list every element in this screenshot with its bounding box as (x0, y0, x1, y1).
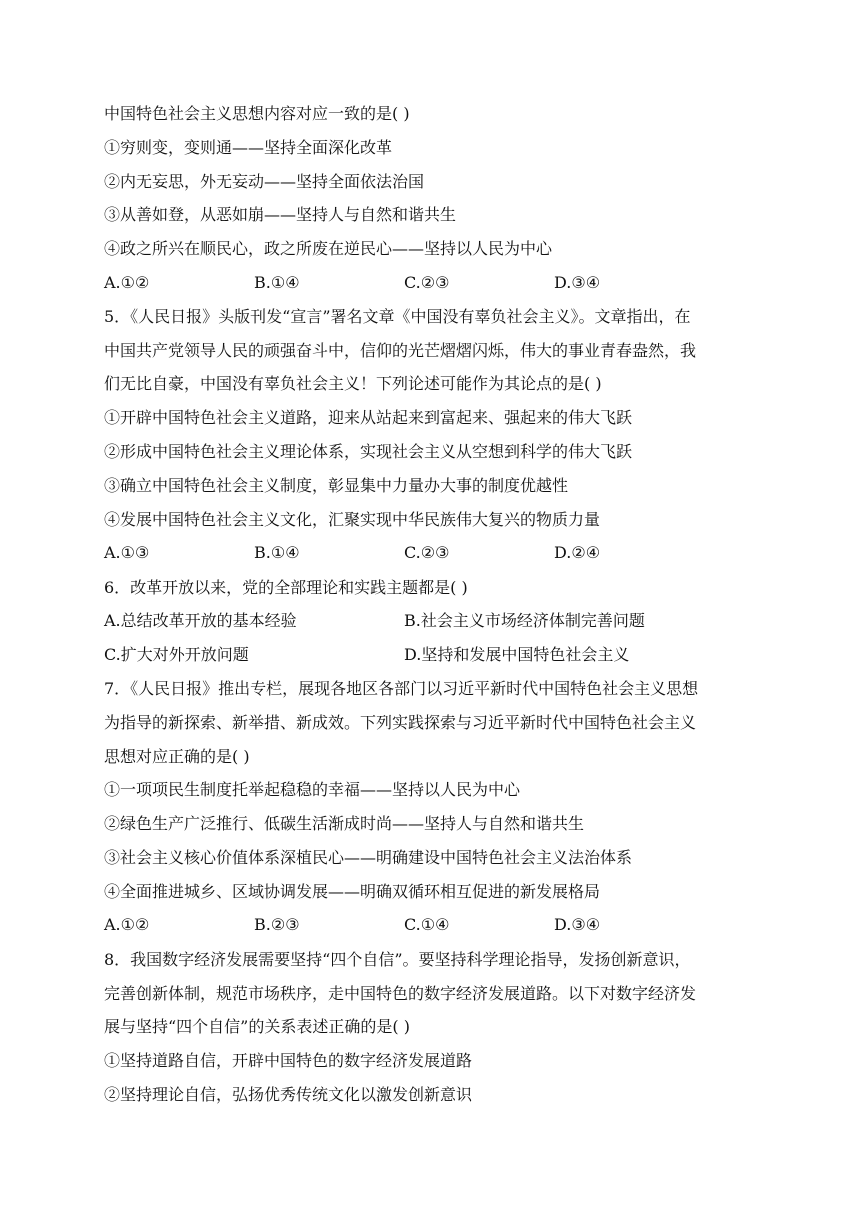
q6-option-a: A.总结改革开放的基本经验 (104, 611, 297, 630)
q7-option-b: B.②③ (254, 915, 300, 934)
q6-option-d: D.坚持和发展中国特色社会主义 (404, 645, 630, 664)
q8-stem-line-3: 展与坚持“四个自信”的关系表述正确的是( ) (104, 1017, 410, 1036)
q7-stem-line-1: 7．《人民日报》推出专栏，展现各地区各部门以习近平新时代中国特色社会主义思想 (104, 679, 699, 698)
q4-stem-tail: 中国特色社会主义思想内容对应一致的是( ) (104, 104, 410, 123)
q5-item-1: ①开辟中国特色社会主义道路，迎来从站起来到富起来、强起来的伟大飞跃 (104, 408, 633, 427)
q5-option-a: A.①③ (104, 543, 150, 562)
q7-item-2: ②绿色生产广泛推行、低碳生活渐成时尚——坚持人与自然和谐共生 (104, 814, 585, 833)
q5-option-b: B.①④ (254, 543, 300, 562)
q7-stem-line-3: 思想对应正确的是( ) (104, 747, 250, 766)
q5-item-4: ④发展中国特色社会主义文化，汇聚实现中华民族伟大复兴的物质力量 (104, 510, 601, 529)
q4-item-4: ④政之所兴在顺民心，政之所废在逆民心——坚持以人民为中心 (104, 239, 553, 258)
q4-option-a: A.①② (104, 273, 150, 292)
q7-stem-line-2: 为指导的新探索、新举措、新成效。下列实践探索与习近平新时代中国特色社会主义 (104, 713, 697, 732)
q6-option-c: C.扩大对外开放问题 (104, 645, 249, 664)
q4-item-3: ③从善如登，从恶如崩——坚持人与自然和谐共生 (104, 205, 457, 224)
q5-item-3: ③确立中国特色社会主义制度，彰显集中力量办大事的制度优越性 (104, 476, 569, 495)
q5-option-c: C.②③ (404, 543, 450, 562)
q8-stem-line-1: 8．我国数字经济发展需要坚持“四个自信”。要坚持科学理论指导，发扬创新意识， (104, 950, 691, 969)
q4-option-c: C.②③ (404, 273, 450, 292)
q4-option-d: D.③④ (554, 273, 601, 292)
q7-item-4: ④全面推进城乡、区域协调发展——明确双循环相互促进的新发展格局 (104, 882, 601, 901)
q7-option-a: A.①② (104, 915, 150, 934)
q5-stem-line-3: 们无比自豪，中国没有辜负社会主义！下列论述可能作为其论点的是( ) (104, 374, 602, 393)
q5-stem-line-1: 5．《人民日报》头版刊发“宣言”署名文章《中国没有辜负社会主义》。文章指出，在 (104, 307, 691, 326)
q6-stem: 6．改革开放以来，党的全部理论和实践主题都是( ) (104, 578, 468, 597)
q6-option-b: B.社会主义市场经济体制完善问题 (404, 611, 645, 630)
q5-option-d: D.②④ (554, 543, 601, 562)
q4-item-2: ②内无妄思，外无妄动——坚持全面依法治国 (104, 172, 425, 191)
q7-item-1: ①一项项民生制度托举起稳稳的幸福——坚持以人民为中心 (104, 780, 521, 799)
q5-stem-line-2: 中国共产党领导人民的顽强奋斗中，信仰的光芒熠熠闪烁，伟大的事业青春盎然，我 (104, 341, 697, 360)
q4-option-b: B.①④ (254, 273, 300, 292)
q4-item-1: ①穷则变，变则通——坚持全面深化改革 (104, 138, 393, 157)
q7-option-d: D.③④ (554, 915, 601, 934)
q8-item-1: ①坚持道路自信，开辟中国特色的数字经济发展道路 (104, 1051, 473, 1070)
q8-item-2: ②坚持理论自信，弘扬优秀传统文化以激发创新意识 (104, 1085, 473, 1104)
q7-option-c: C.①④ (404, 915, 450, 934)
q7-item-3: ③社会主义核心价值体系深植民心——明确建设中国特色社会主义法治体系 (104, 848, 633, 867)
q5-item-2: ②形成中国特色社会主义理论体系，实现社会主义从空想到科学的伟大飞跃 (104, 442, 633, 461)
q8-stem-line-2: 完善创新体制，规范市场秩序，走中国特色的数字经济发展道路。以下对数字经济发 (104, 984, 697, 1003)
